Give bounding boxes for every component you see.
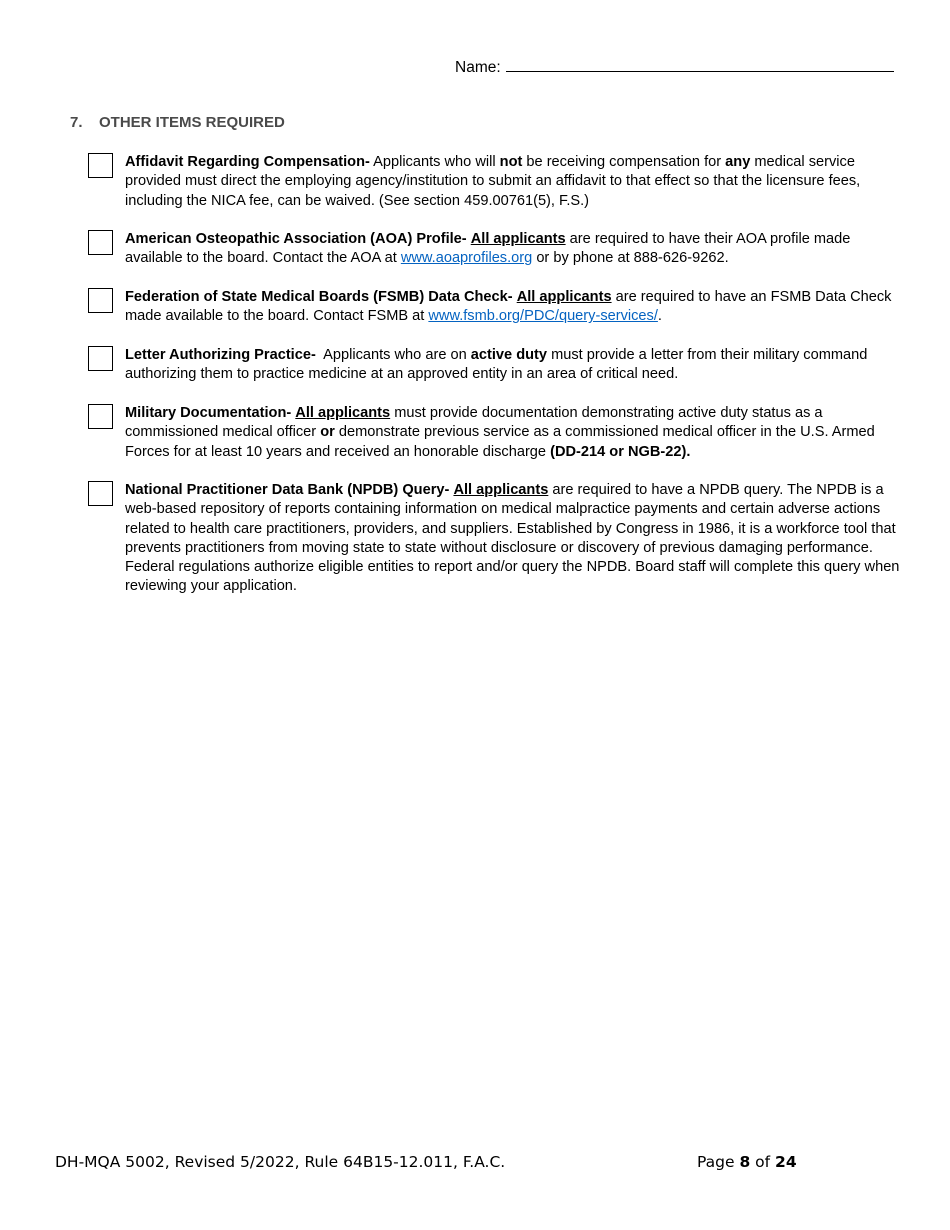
item-title: Military Documentation- (125, 405, 292, 421)
item-title: Federation of State Medical Boards (FSMB) Data Check- (125, 289, 513, 305)
page-label: Page (697, 1153, 740, 1171)
fsmb-link[interactable]: www.fsmb.org/PDC/query-services/ (428, 308, 658, 325)
all-applicants-emphasis: All applicants (453, 482, 549, 498)
checkbox-military-documentation[interactable] (88, 404, 113, 429)
item-title: National Practitioner Data Bank (NPDB) Query- (125, 482, 450, 498)
item-emphasis: active duty (470, 347, 548, 363)
item-body: . (657, 308, 662, 325)
name-label: Name: (455, 59, 501, 76)
item-emphasis: or (320, 424, 335, 441)
item-title: American Osteopathic Association (AOA) Profile- (125, 231, 467, 247)
item-title: Letter Authorizing Practice- (125, 347, 316, 363)
item-body: are required to have their AOA profile made available to the board. Contact the AOA at (125, 231, 851, 267)
item-body: medical service provided must direct the employing agency/institution to submit an affidavit to that effect so that the licensure fees, including the NICA fee, can be waived. (See section 459.00761(5), F.S.) (125, 154, 861, 209)
item-body: are required to have an FSMB Data Check made available to the board. Contact FSMB at (125, 289, 892, 325)
checkbox-affidavit[interactable] (88, 153, 113, 178)
section-number: 7. (70, 114, 83, 131)
item-body: must provide documentation demonstrating active duty status as a commissioned medical officer (125, 405, 823, 441)
checkbox-aoa-profile[interactable] (88, 230, 113, 255)
all-applicants-emphasis: All applicants (295, 405, 391, 421)
name-field (455, 55, 894, 77)
aoa-link[interactable]: www.aoaprofiles.org (400, 250, 533, 267)
item-letter-text (125, 346, 900, 385)
item-emphasis: any (725, 154, 751, 170)
item-title: Affidavit Regarding Compensation- (125, 154, 370, 170)
checkbox-npdb[interactable] (88, 481, 113, 506)
item-fsmb-text (125, 288, 900, 327)
item-emphasis: not (499, 154, 523, 170)
section-heading (70, 114, 285, 131)
item-aoa-text (125, 230, 900, 269)
item-body: be receiving compensation for (522, 154, 726, 170)
checkbox-fsmb[interactable] (88, 288, 113, 313)
item-npdb-text (125, 481, 900, 597)
item-body: must provide a letter from their military command authorizing them to practice medicine at an approved entity in an area of critical need. (125, 347, 868, 383)
item-body: Applicants who will (369, 154, 500, 170)
page-total: 24 (775, 1153, 797, 1171)
all-applicants-emphasis: All applicants (516, 289, 612, 305)
section-title: OTHER ITEMS REQUIRED (99, 114, 285, 131)
item-body: demonstrate previous service as a commissioned medical officer in the U.S. Armed Forces for at least 10 years and received an honorable discharge (125, 424, 875, 460)
page-current: 8 (739, 1153, 751, 1171)
item-military-text (125, 404, 900, 462)
item-body: or by phone at 888-626-9262. (532, 250, 729, 267)
page-of: of (750, 1153, 776, 1171)
item-affidavit-text (125, 153, 900, 211)
page-number (697, 1153, 797, 1171)
checkbox-letter-authorizing[interactable] (88, 346, 113, 371)
all-applicants-emphasis: All applicants (470, 231, 566, 247)
name-blank-line[interactable] (506, 55, 894, 72)
item-body: Applicants who are on (315, 347, 471, 363)
item-emphasis: (DD-214 or NGB-22). (550, 443, 691, 460)
item-body: are required to have a NPDB query. The NPDB is a web-based repository of reports containing information on medical malpractice payments and certain adverse actions related to health care practitioners, providers, and suppliers. Established by Congress in 1986, it is a workforce tool that prevents practitioners from moving state to state without disclosure or discovery of previous damaging performance. Federal regulations authorize eligible entities to report and/or query the NPDB. Board staff will complete this query when reviewing your application. (125, 482, 900, 595)
form-reference: DH-MQA 5002, Revised 5/2022, Rule 64B15-12.011, F.A.C. (55, 1153, 506, 1171)
